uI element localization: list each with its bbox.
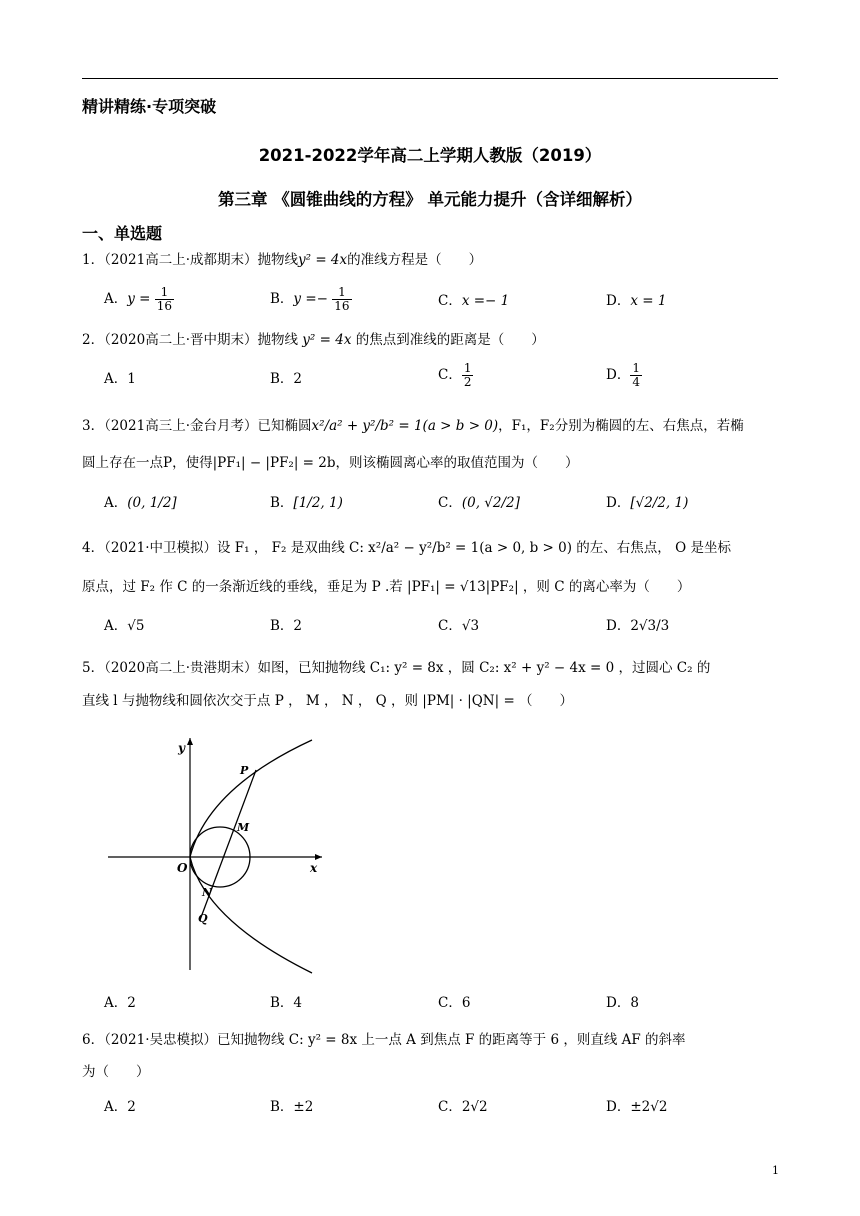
option-text: √5: [127, 618, 145, 634]
option-a: [104, 367, 136, 387]
numerator: 1: [155, 286, 174, 300]
option-label: C．: [438, 367, 462, 383]
header-rule: [82, 78, 778, 79]
option-text: 2√2: [461, 1099, 488, 1115]
question-source: （2021·中卫模拟）: [104, 540, 217, 556]
option-text: 6: [461, 995, 471, 1011]
question-6-line2: 为（ ）: [82, 1064, 150, 1080]
option-b: [270, 367, 302, 387]
option-prefix: y =−: [293, 291, 333, 307]
question-3: [82, 414, 744, 434]
label-y: y: [178, 741, 185, 755]
option-label: B．: [270, 291, 294, 307]
question-stem: 抛物线: [257, 332, 298, 348]
option-label: C．: [438, 293, 462, 309]
question-stem: 抛物线: [257, 252, 298, 268]
option-a: [104, 991, 136, 1011]
question-source: （2021高三上·金台月考）: [104, 418, 258, 434]
option-b: [270, 991, 302, 1011]
question-source: （2020高二上·贵港期末）: [104, 660, 258, 676]
option-text: ±2√2: [630, 1099, 668, 1115]
question-6: [82, 1028, 686, 1048]
option-label: D．: [606, 995, 631, 1011]
option-text: 2: [293, 371, 303, 387]
fraction: [630, 362, 642, 389]
option-label: A．: [104, 995, 128, 1011]
option-text: 2: [293, 618, 303, 634]
question-2: [82, 328, 545, 348]
option-b: [270, 286, 352, 313]
question-3-line2: 圆上存在一点P，使得|PF₁| − |PF₂| = 2b，则该椭圆离心率的取值范围为（ ）: [82, 455, 579, 471]
question-stem: 设 F₁ ， F₂ 是双曲线 C: x²/a² − y²/b² = 1(a > 0, b > 0) 的左、右焦点， O 是坐标: [217, 540, 731, 556]
option-c: [438, 491, 520, 511]
option-d: [606, 991, 639, 1011]
option-label: D．: [606, 367, 631, 383]
numerator: 1: [463, 361, 472, 375]
question-5: [82, 656, 710, 676]
option-label: A．: [104, 371, 128, 387]
fraction: [155, 286, 174, 313]
option-label: D．: [606, 495, 631, 511]
option-label: B．: [270, 371, 294, 387]
fraction: [332, 286, 351, 313]
option-label: D．: [606, 293, 631, 309]
y-axis-arrow: [187, 738, 193, 745]
option-b: [270, 491, 343, 511]
option-text: (0, 1/2]: [127, 495, 177, 511]
option-c: [438, 1095, 488, 1115]
option-text: x = 1: [630, 293, 667, 309]
question-stem: 的准线方程是（ ）: [347, 252, 483, 268]
option-label: C．: [438, 618, 462, 634]
question-number: 5．: [82, 660, 105, 676]
numerator: 1: [632, 361, 640, 375]
series-title: 精讲精练·专项突破: [82, 97, 217, 116]
option-text: 1: [127, 371, 136, 387]
question-number: 1．: [82, 252, 105, 268]
option-text: x =− 1: [461, 293, 510, 309]
option-label: D．: [606, 1099, 631, 1115]
option-label: B．: [270, 1099, 294, 1115]
label-m: M: [237, 821, 250, 834]
option-b: [270, 614, 302, 634]
question-stem: 的焦点到准线的距离是（ ）: [355, 332, 545, 348]
question-4: [82, 536, 731, 556]
section-heading: 一、单选题: [82, 224, 163, 243]
option-text: [1/2, 1): [293, 495, 343, 511]
option-label: D．: [606, 618, 631, 634]
numerator: 1: [332, 286, 351, 300]
formula: y² = 4x: [302, 332, 352, 348]
denominator: 16: [334, 299, 350, 313]
question-source: （2021高二上·成都期末）: [104, 252, 258, 268]
question-stem: 如图，已知抛物线 C₁: y² = 8x ，圆 C₂: x² + y² − 4x = 0 ，过圆心 C₂ 的: [257, 660, 711, 676]
option-d: [606, 614, 669, 634]
label-p: P: [240, 764, 249, 777]
option-d: [606, 491, 688, 511]
parabola-circle-figure: [100, 730, 340, 980]
denominator: 2: [463, 375, 472, 389]
option-text: 4: [293, 995, 303, 1011]
page-number: 1: [772, 1164, 779, 1177]
option-text: 8: [630, 995, 639, 1011]
option-label: B．: [270, 995, 294, 1011]
option-label: B．: [270, 618, 294, 634]
option-label: A．: [104, 1099, 128, 1115]
option-label: A．: [104, 291, 128, 307]
label-n: N: [202, 886, 213, 899]
option-label: C．: [438, 1099, 462, 1115]
doc-title-line2: 第三章 《圆锥曲线的方程》 单元能力提升（含详细解析）: [218, 190, 642, 209]
question-stem: 已知抛物线 C: y² = 8x 上一点 A 到焦点 F 的距离等于 6 ，则直线 AF 的斜率: [217, 1032, 686, 1048]
option-c: [438, 614, 479, 634]
question-number: 3．: [82, 418, 105, 434]
x-axis-arrow: [315, 854, 322, 860]
option-c: [438, 991, 470, 1011]
question-source: （2021·吴忠模拟）: [104, 1032, 217, 1048]
option-c: [438, 362, 473, 389]
option-b: [270, 1095, 313, 1115]
option-text: 2: [127, 1099, 136, 1115]
label-o: O: [177, 861, 188, 875]
option-label: C．: [438, 495, 462, 511]
option-c: [438, 289, 509, 309]
option-text: 2√3/3: [630, 618, 670, 634]
option-d: [606, 1095, 667, 1115]
option-a: [104, 491, 177, 511]
option-text: 2: [127, 995, 136, 1011]
fraction: [462, 362, 474, 389]
option-text: [√2/2, 1): [630, 495, 689, 511]
option-label: C．: [438, 995, 462, 1011]
option-label: A．: [104, 495, 128, 511]
doc-title-line1: 2021-2022学年高二上学期人教版（2019）: [258, 146, 602, 165]
formula: y² = 4x: [298, 252, 348, 268]
option-text: (0, √2/2]: [461, 495, 520, 511]
question-stem: ，F₁，F₂分别为椭圆的左、右焦点，若椭: [498, 418, 744, 434]
option-label: A．: [104, 618, 128, 634]
option-a: [104, 1095, 136, 1115]
question-stem: 已知椭圆: [257, 418, 312, 434]
denominator: 4: [632, 375, 640, 389]
question-5-line2: 直线 l 与抛物线和圆依次交于点 P ， M ， N ， Q ，则 |PM| · |QN| = （ ）: [82, 693, 574, 709]
option-text: √3: [461, 618, 480, 634]
question-source: （2020高二上·晋中期末）: [104, 332, 258, 348]
formula: x²/a² + y²/b² = 1(a > b > 0): [311, 418, 499, 434]
option-label: B．: [270, 495, 294, 511]
question-1: [82, 248, 482, 268]
option-d: [606, 289, 666, 309]
label-q: Q: [198, 912, 208, 925]
option-a: [104, 286, 174, 313]
question-4-line2: 原点，过 F₂ 作 C 的一条渐近线的垂线，垂足为 P .若 |PF₁| = √13|PF₂| ，则 C 的离心率为（ ）: [82, 579, 691, 595]
question-number: 2．: [82, 332, 105, 348]
option-d: [606, 362, 642, 389]
option-prefix: y =: [127, 291, 155, 307]
label-x: x: [310, 861, 318, 875]
question-number: 4．: [82, 540, 105, 556]
denominator: 16: [156, 299, 173, 313]
question-number: 6．: [82, 1032, 105, 1048]
option-a: [104, 614, 144, 634]
option-text: ±2: [293, 1099, 314, 1115]
